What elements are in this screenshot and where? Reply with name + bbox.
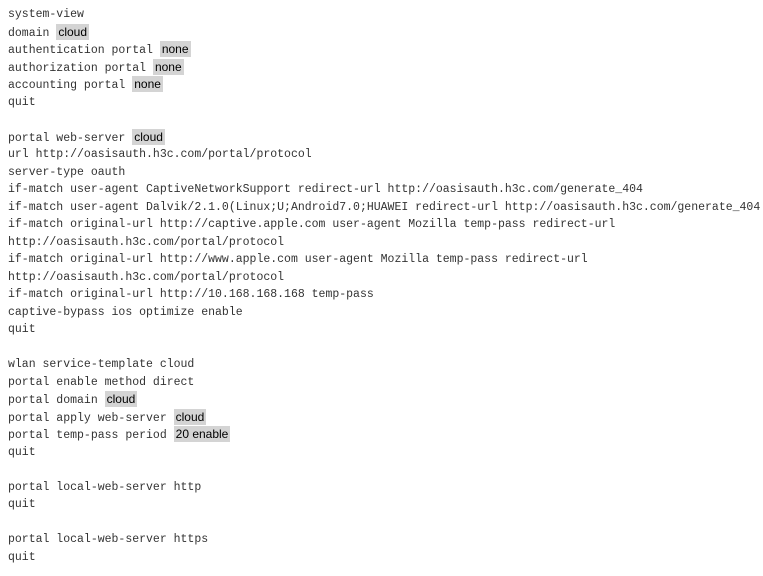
- code-line: [8, 94, 763, 112]
- code-line: [8, 146, 763, 164]
- code-line: [8, 251, 763, 269]
- highlighted-token: none: [154, 59, 182, 74]
- code-text: authorization portal: [8, 61, 153, 75]
- code-text: quit: [8, 323, 36, 336]
- highlighted-token: cloud: [106, 392, 136, 406]
- code-text: quit: [8, 445, 36, 459]
- code-line: [8, 444, 763, 462]
- code-line: [8, 531, 763, 549]
- code-text: http://oasisauth.h3c.com/portal/protocol: [8, 270, 285, 284]
- code-line: [8, 199, 763, 217]
- code-text: portal temp-pass period: [8, 429, 174, 442]
- code-text: portal local-web-server http: [8, 480, 202, 494]
- code-text: url http://oasisauth.h3c.com/portal/protocol: [8, 148, 312, 161]
- code-text: if-match original-url http://10.168.168.168 temp-pass: [8, 288, 374, 301]
- code-line: [8, 374, 763, 392]
- code-text: if-match user-agent CaptiveNetworkSupport redirect-url http://oasisauth.h3c.com/generate_404: [8, 183, 643, 196]
- code-line: [8, 234, 763, 252]
- code-line: [8, 59, 763, 77]
- code-line: [8, 304, 763, 322]
- code-text: system-view: [8, 8, 84, 21]
- config-section-portal-web-server-config: [8, 129, 763, 339]
- code-text: authentication portal: [8, 44, 160, 57]
- code-text: if-match user-agent Dalvik/2.1.0(Linux;U;Android7.0;HUAWEI redirect-url http://oasisauth.h3c.com/generate_404: [8, 200, 761, 214]
- code-line: [8, 286, 763, 304]
- code-line: [8, 391, 763, 409]
- code-line: [8, 6, 763, 24]
- code-text: server-type oauth: [8, 165, 126, 179]
- code-line: [8, 496, 763, 514]
- code-text: portal local-web-server https: [8, 533, 209, 546]
- config-section-domain-config: [8, 6, 763, 111]
- code-text: portal enable method direct: [8, 375, 195, 389]
- config-section-local-web-server-http-config: [8, 479, 763, 514]
- code-text: captive-bypass ios optimize enable: [8, 305, 243, 319]
- code-text: domain: [8, 26, 57, 40]
- code-line: [8, 24, 763, 42]
- highlighted-token: cloud: [134, 129, 163, 144]
- code-text: quit: [8, 498, 36, 511]
- code-line: [8, 321, 763, 339]
- code-text: wlan service-template cloud: [8, 358, 195, 371]
- code-line: [8, 129, 763, 147]
- code-line: [8, 76, 763, 94]
- code-line: [8, 426, 763, 444]
- code-line: [8, 549, 763, 567]
- highlighted-token: none: [134, 77, 161, 91]
- code-text: portal domain: [8, 394, 105, 407]
- code-text: if-match original-url http://www.apple.com user-agent Mozilla temp-pass redirect-url: [8, 253, 588, 266]
- config-listing: [8, 6, 763, 566]
- code-text: quit: [8, 550, 36, 564]
- code-text: quit: [8, 95, 36, 109]
- code-text: portal web-server: [8, 131, 133, 145]
- code-line: [8, 216, 763, 234]
- code-line: [8, 181, 763, 199]
- code-line: [8, 41, 763, 59]
- code-line: [8, 164, 763, 182]
- highlighted-token: cloud: [58, 24, 87, 39]
- code-line: [8, 269, 763, 287]
- highlighted-token: cloud: [175, 409, 205, 424]
- highlighted-token: none: [161, 42, 189, 56]
- code-text: portal apply web-server: [8, 411, 174, 425]
- code-text: http://oasisauth.h3c.com/portal/protocol: [8, 235, 285, 249]
- highlighted-token: 20 enable: [175, 427, 229, 441]
- code-line: [8, 479, 763, 497]
- code-text: if-match original-url http://captive.apple.com user-agent Mozilla temp-pass redirect-url: [8, 218, 616, 231]
- code-line: [8, 356, 763, 374]
- code-text: accounting portal: [8, 79, 133, 92]
- config-section-local-web-server-https-config: [8, 531, 763, 566]
- code-line: [8, 409, 763, 427]
- config-section-wlan-service-template-config: [8, 356, 763, 461]
